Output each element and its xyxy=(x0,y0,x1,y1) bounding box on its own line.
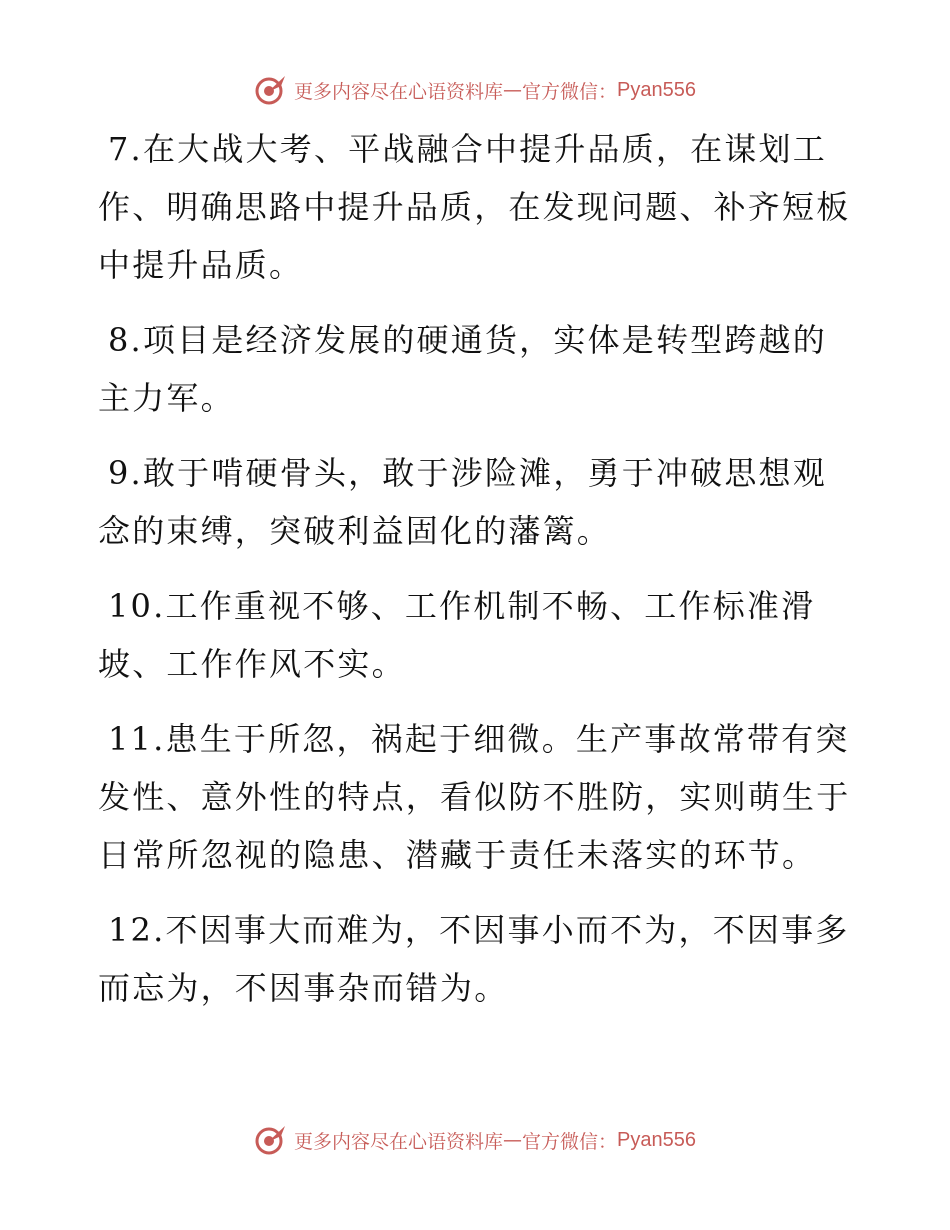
footer-watermark xyxy=(0,1120,950,1160)
paragraph-text: 在大战大考、平战融合中提升品质，在谋划工作、明确思路中提升品质，在发现问题、补齐短板中提升品质。 xyxy=(98,130,851,284)
paragraph-12 xyxy=(98,901,858,1017)
watermark-official-label: 官方微信： xyxy=(522,80,618,103)
paragraph-number: 11. xyxy=(108,720,166,758)
watermark-separator: — xyxy=(503,1129,523,1151)
paragraph-text: 不因事大而难为，不因事小而不为，不因事多而忘为，不因事杂而错为。 xyxy=(98,911,850,1007)
header-watermark xyxy=(0,70,950,110)
paragraph-number: 9. xyxy=(108,454,143,492)
paragraph-number: 8. xyxy=(108,321,143,359)
paragraph-text: 敢于啃硬骨头，敢于涉险滩，勇于冲破思想观念的束缚，突破利益固化的藩篱。 xyxy=(98,454,827,550)
paragraph-text: 工作重视不够、工作机制不畅、工作标准滑坡、工作作风不实。 xyxy=(98,587,816,683)
watermark-text: 更多内容尽在心语资料库 xyxy=(294,80,504,103)
quill-logo-icon xyxy=(254,73,288,107)
paragraph-text: 项目是经济发展的硬通货，实体是转型跨越的主力军。 xyxy=(98,321,827,417)
paragraph-number: 7. xyxy=(108,130,143,168)
watermark-account: Pyan556 xyxy=(617,1128,696,1151)
document-body xyxy=(98,120,858,1034)
paragraph-number: 12. xyxy=(108,911,166,949)
quill-logo-icon xyxy=(254,1123,288,1157)
paragraph-text: 患生于所忽，祸起于细微。生产事故常带有突发性、意外性的特点，看似防不胜防，实则萌生于日常所忽视的隐患、潜藏于责任未落实的环节。 xyxy=(98,720,851,874)
paragraph-11 xyxy=(98,710,858,884)
paragraph-number: 10. xyxy=(108,587,166,625)
watermark-text: 更多内容尽在心语资料库 xyxy=(294,1130,504,1153)
watermark-separator: — xyxy=(503,79,523,101)
watermark-account: Pyan556 xyxy=(617,78,696,101)
watermark-official-label: 官方微信： xyxy=(522,1130,618,1153)
paragraph-10 xyxy=(98,577,858,693)
paragraph-7 xyxy=(98,120,858,294)
paragraph-8 xyxy=(98,311,858,427)
paragraph-9 xyxy=(98,444,858,560)
